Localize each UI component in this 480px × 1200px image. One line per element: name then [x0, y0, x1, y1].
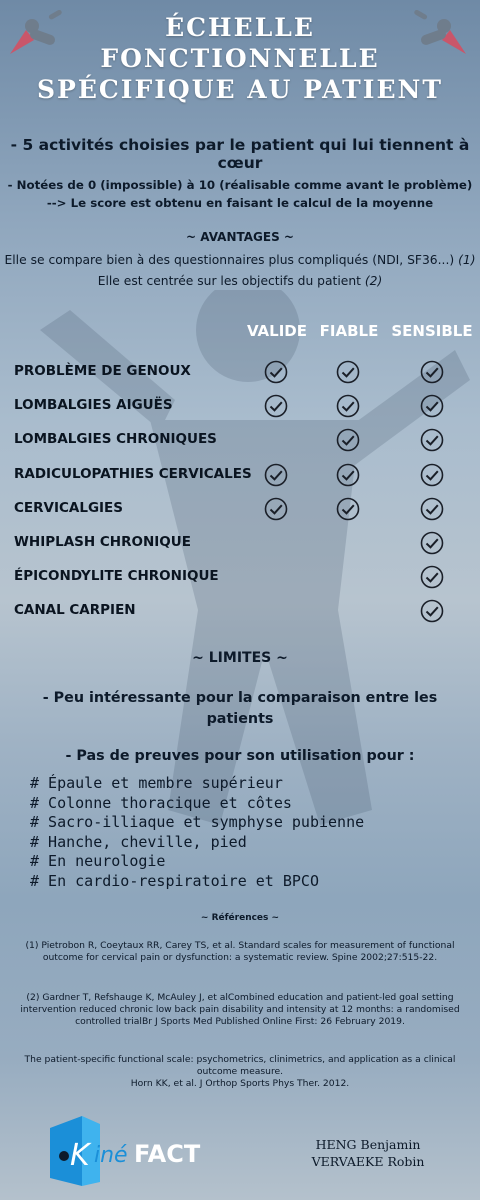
- title-line-2: FONCTIONNELLE: [100, 44, 380, 73]
- limit-point-2: - Pas de preuves pour son utilisation pour :: [65, 748, 415, 764]
- check-circle-icon: [264, 360, 288, 384]
- table-row-label: RADICULOPATHIES CERVICALES: [14, 465, 252, 482]
- list-item: # En neurologie: [30, 852, 166, 871]
- kinefact-logo: [48, 1110, 228, 1188]
- title-line-3: SPÉCIFIQUE AU PATIENT: [36, 75, 443, 104]
- logo-suffix: FACT: [134, 1140, 201, 1168]
- check-circle-icon: [420, 599, 444, 623]
- check-circle-icon: [264, 463, 288, 487]
- authors: [268, 1136, 468, 1170]
- advantage-1: Elle se compare bien à des questionnaires plus compliqués (NDI, SF36...): [4, 253, 455, 267]
- table-row-label: LOMBALGIES AIGUËS: [14, 397, 173, 414]
- intro-block: [0, 176, 480, 212]
- check-circle-icon: [420, 360, 444, 384]
- check-circle-icon: [264, 394, 288, 418]
- svg-text:K: K: [70, 1138, 90, 1173]
- column-header-sensible: SENSIBLE: [391, 322, 473, 340]
- check-circle-icon: [336, 360, 360, 384]
- advantages-text: [0, 250, 480, 292]
- intro-line-3: --> Le score est obtenu en faisant le calcul de la moyenne: [46, 196, 434, 210]
- advantages-heading: ~ AVANTAGES ~: [186, 230, 294, 244]
- references-heading: ~ Références ~: [200, 913, 280, 923]
- check-circle-icon: [420, 463, 444, 487]
- table-row-label: ÉPICONDYLITE CHRONIQUE: [14, 568, 219, 585]
- advantage-2: Elle est centrée sur les objectifs du patient: [97, 274, 361, 288]
- list-item: # Épaule et membre supérieur: [30, 774, 283, 792]
- check-circle-icon: [336, 394, 360, 418]
- limits-heading: ~ LIMITES ~: [192, 650, 288, 666]
- reference-3-source: Horn KK, et al. J Orthop Sports Phys Ther. 2012.: [130, 1078, 350, 1089]
- reference-2: (2) Gardner T, Refshauge K, McAuley J, et alCombined education and patient-led goal setting intervention reduced chronic low back pain disability and intensity at 12 months: a randomised controlled trialBr J Sports Med Published Online First: 26 February 2019.: [20, 992, 460, 1027]
- table-row-label: CANAL CARPIEN: [14, 602, 136, 619]
- logo-prefix: iné: [94, 1143, 128, 1168]
- check-circle-icon: [336, 463, 360, 487]
- check-circle-icon: [336, 497, 360, 521]
- table-row-label: PROBLÈME DE GENOUX: [14, 363, 191, 379]
- title-line-1: ÉCHELLE: [165, 13, 315, 42]
- list-item: # En cardio-respiratoire et BPCO: [30, 871, 319, 890]
- column-header-valide: VALIDE: [246, 322, 308, 340]
- table-row-label: CERVICALGIES: [14, 499, 124, 516]
- intro-line-2: - Notées de 0 (impossible) à 10 (réalisable comme avant le problème): [7, 178, 473, 192]
- reference-3-title: The patient-specific functional scale: psychometrics, clinimetrics, and application as a clinical outcome measure.: [24, 1054, 456, 1077]
- check-circle-icon: [420, 394, 444, 418]
- advantage-2-cite: (2): [364, 274, 383, 288]
- check-circle-icon: [264, 497, 288, 521]
- table-row-label: LOMBALGIES CHRONIQUES: [14, 431, 217, 448]
- check-circle-icon: [336, 428, 360, 452]
- list-item: # Sacro-illiaque et symphyse pubienne: [30, 813, 365, 832]
- reference-1: (1) Pietrobon R, Coeytaux RR, Carey TS, et al. Standard scales for measurement of functional outcome for cervical pain or dysfunction: a systematic review. Spine 2002;27:515-22.: [25, 940, 455, 963]
- check-circle-icon: [420, 531, 444, 555]
- page-title: [0, 12, 480, 105]
- list-item: # Colonne thoracique et côtes: [30, 793, 292, 812]
- check-circle-icon: [420, 565, 444, 589]
- column-header-fiable: FIABLE: [319, 322, 379, 340]
- intro-line-1: - 5 activités choisies par le patient qui lui tiennent à cœur: [10, 136, 470, 172]
- advantage-1-cite: (1): [458, 253, 476, 267]
- list-item: # Hanche, cheville, pied: [30, 832, 247, 851]
- limit-point-1: - Peu intéressante pour la comparaison entre les patients: [42, 690, 438, 727]
- limits-list: [30, 774, 364, 892]
- check-circle-icon: [420, 428, 444, 452]
- check-circle-icon: [420, 497, 444, 521]
- author-2: VERVAEKE Robin: [311, 1154, 425, 1169]
- table-row-label: WHIPLASH CHRONIQUE: [14, 534, 191, 550]
- reference-3: [16, 1054, 464, 1090]
- author-1: HENG Benjamin: [315, 1137, 421, 1152]
